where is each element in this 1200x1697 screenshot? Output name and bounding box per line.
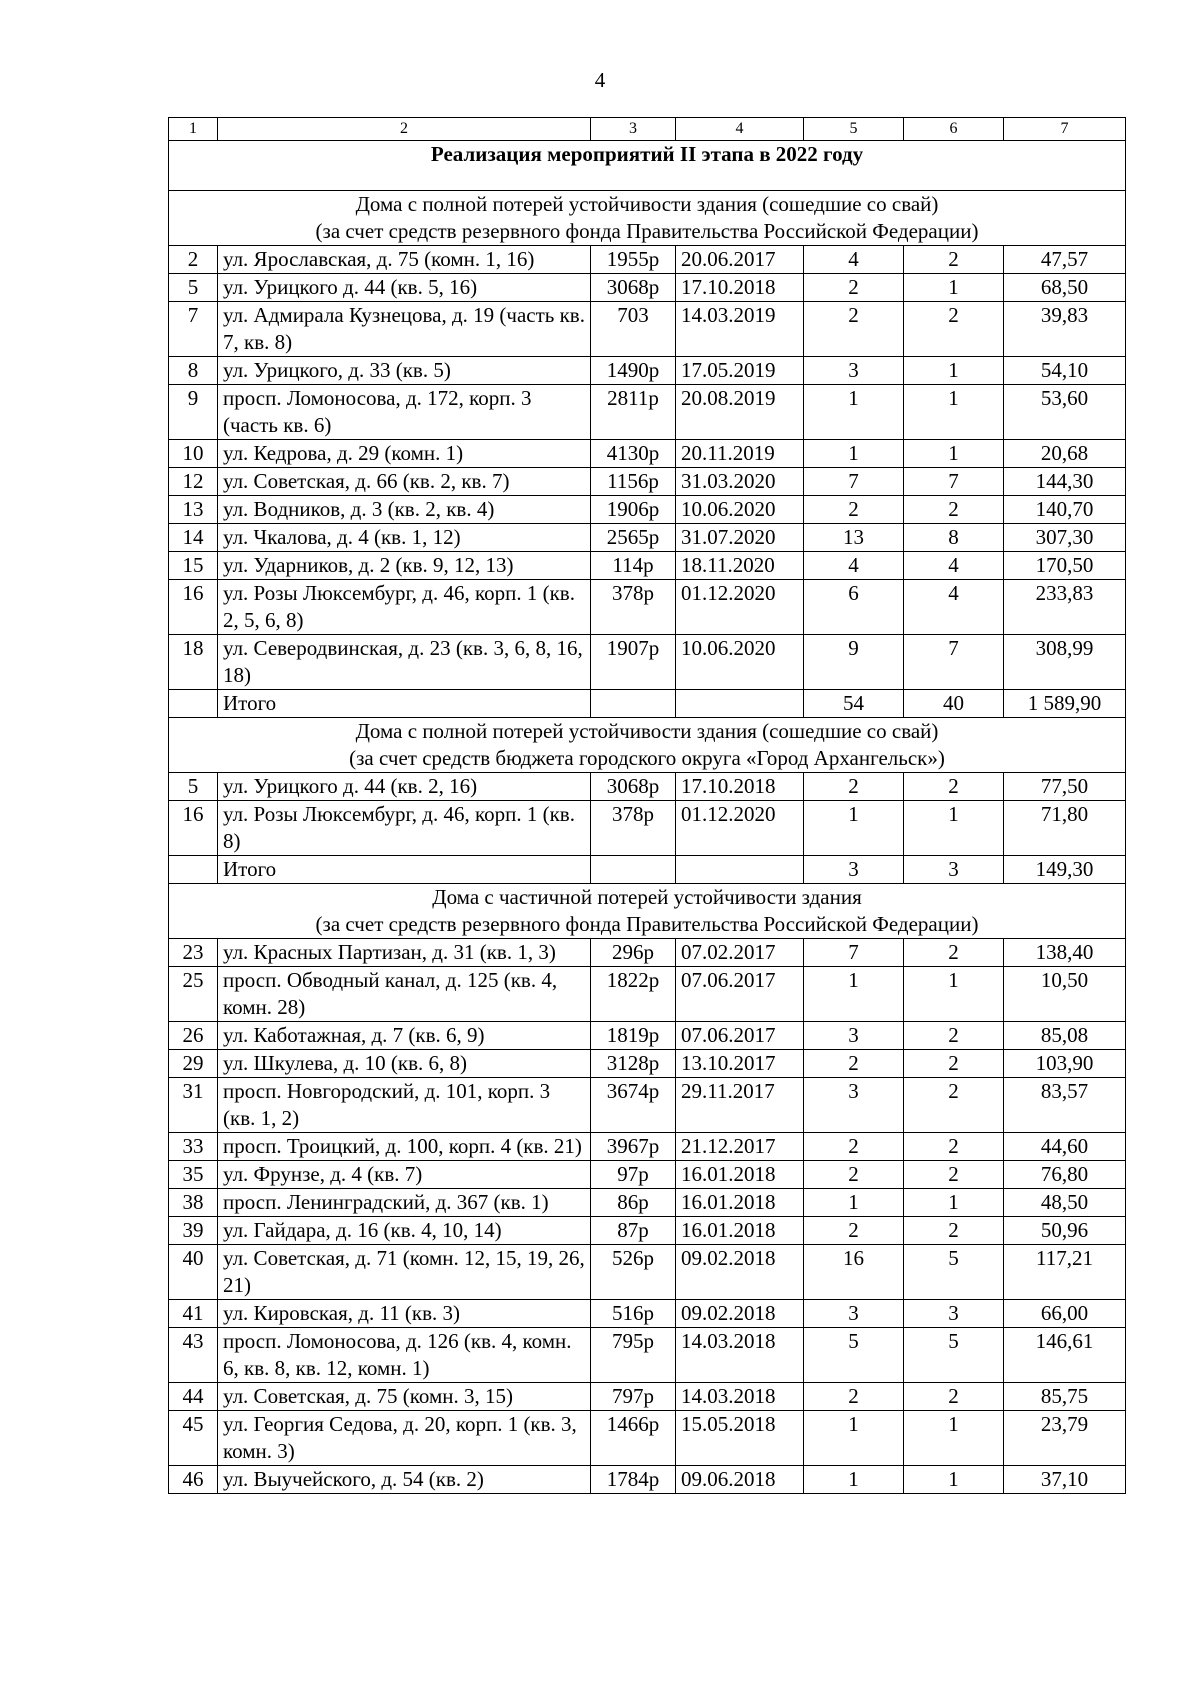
value-col5: 1 [804,440,904,468]
document-date: 09.06.2018 [676,1466,804,1494]
value-col7: 103,90 [1004,1050,1126,1078]
value-col5: 2 [804,1217,904,1245]
value-col7: 308,99 [1004,635,1126,690]
table-row [169,1466,1126,1494]
section-heading-line2: (за счет средств резервного фонда Правительства Российской Федерации) [315,219,979,243]
value-col7: 37,10 [1004,1466,1126,1494]
value-col6: 7 [904,468,1004,496]
value-col7: 50,96 [1004,1217,1126,1245]
total-empty [169,856,218,884]
address: ул. Розы Люксембург, д. 46, корп. 1 (кв. 2, 5, 6, 8) [218,580,591,635]
value-col5: 4 [804,552,904,580]
row-number: 18 [169,635,218,690]
value-col5: 2 [804,1133,904,1161]
document-number: 1156р [591,468,676,496]
document-date: 09.02.2018 [676,1245,804,1300]
value-col5: 1 [804,1189,904,1217]
row-number: 45 [169,1411,218,1466]
value-col6: 2 [904,1133,1004,1161]
document-number: 3068р [591,773,676,801]
document-date: 29.11.2017 [676,1078,804,1133]
value-col6: 1 [904,274,1004,302]
document-number: 1784р [591,1466,676,1494]
value-col7: 77,50 [1004,773,1126,801]
address: ул. Чкалова, д. 4 (кв. 1, 12) [218,524,591,552]
value-col6: 5 [904,1245,1004,1300]
column-number: 3 [591,118,676,141]
table-row [169,1411,1126,1466]
total-col5: 3 [804,856,904,884]
value-col6: 5 [904,1328,1004,1383]
row-number: 8 [169,357,218,385]
value-col7: 44,60 [1004,1133,1126,1161]
address: ул. Урицкого д. 44 (кв. 2, 16) [218,773,591,801]
document-date: 20.08.2019 [676,385,804,440]
value-col5: 3 [804,1022,904,1050]
document-number: 2811р [591,385,676,440]
value-col6: 2 [904,1050,1004,1078]
value-col6: 1 [904,440,1004,468]
section-heading-line2: (за счет средств бюджета городского округа «Город Архангельск») [349,746,945,770]
document-date: 18.11.2020 [676,552,804,580]
total-col7: 149,30 [1004,856,1126,884]
document-date: 09.02.2018 [676,1300,804,1328]
value-col5: 16 [804,1245,904,1300]
total-label: Итого [218,856,591,884]
value-col5: 3 [804,357,904,385]
row-number: 13 [169,496,218,524]
row-number: 41 [169,1300,218,1328]
document-number: 703 [591,302,676,357]
row-number: 12 [169,468,218,496]
document-number: 3068р [591,274,676,302]
section-heading [169,718,1126,773]
row-number: 25 [169,967,218,1022]
row-number: 10 [169,440,218,468]
value-col6: 1 [904,801,1004,856]
total-empty [169,690,218,718]
address: ул. Урицкого, д. 33 (кв. 5) [218,357,591,385]
document-date: 10.06.2020 [676,635,804,690]
document-date: 31.03.2020 [676,468,804,496]
document-date: 13.10.2017 [676,1050,804,1078]
table-row [169,385,1126,440]
document-number: 1906р [591,496,676,524]
value-col6: 1 [904,967,1004,1022]
column-number: 4 [676,118,804,141]
document-date: 16.01.2018 [676,1161,804,1189]
document-date: 14.03.2018 [676,1328,804,1383]
value-col6: 2 [904,939,1004,967]
value-col7: 138,40 [1004,939,1126,967]
table-row [169,1300,1126,1328]
document-number: 114р [591,552,676,580]
address: ул. Розы Люксембург, д. 46, корп. 1 (кв. 8) [218,801,591,856]
row-number: 9 [169,385,218,440]
value-col6: 2 [904,1161,1004,1189]
address: ул. Урицкого д. 44 (кв. 5, 16) [218,274,591,302]
table-row [169,357,1126,385]
row-number: 15 [169,552,218,580]
address: ул. Адмирала Кузнецова, д. 19 (часть кв. 7, кв. 8) [218,302,591,357]
document-date: 20.11.2019 [676,440,804,468]
document-number: 3967р [591,1133,676,1161]
value-col6: 2 [904,246,1004,274]
address: ул. Фрунзе, д. 4 (кв. 7) [218,1161,591,1189]
document-date: 01.12.2020 [676,801,804,856]
column-number: 1 [169,118,218,141]
value-col7: 144,30 [1004,468,1126,496]
value-col5: 2 [804,302,904,357]
total-empty [676,690,804,718]
table-row [169,1078,1126,1133]
value-col5: 3 [804,1078,904,1133]
value-col6: 1 [904,1189,1004,1217]
row-number: 26 [169,1022,218,1050]
address: ул. Шкулева, д. 10 (кв. 6, 8) [218,1050,591,1078]
row-number: 44 [169,1383,218,1411]
row-number: 46 [169,1466,218,1494]
table-row [169,1050,1126,1078]
table-row [169,552,1126,580]
address: ул. Советская, д. 66 (кв. 2, кв. 7) [218,468,591,496]
total-row [169,856,1126,884]
value-col5: 3 [804,1300,904,1328]
page-number: 4 [594,68,606,92]
document-number: 296р [591,939,676,967]
table-row [169,246,1126,274]
table-row [169,1022,1126,1050]
value-col6: 2 [904,302,1004,357]
table-body [169,118,1126,1494]
value-col7: 66,00 [1004,1300,1126,1328]
document-number: 526р [591,1245,676,1300]
total-col7: 1 589,90 [1004,690,1126,718]
row-number: 16 [169,580,218,635]
section-heading-row [169,718,1126,773]
table-row [169,440,1126,468]
document-date: 17.10.2018 [676,773,804,801]
section-heading-line1: Дома с полной потерей устойчивости здания (сошедшие со свай) [355,192,939,216]
table-row [169,939,1126,967]
value-col7: 85,08 [1004,1022,1126,1050]
value-col6: 4 [904,552,1004,580]
value-col6: 4 [904,580,1004,635]
total-col6: 40 [904,690,1004,718]
value-col7: 10,50 [1004,967,1126,1022]
value-col7: 39,83 [1004,302,1126,357]
value-col6: 7 [904,635,1004,690]
address: ул. Георгия Седова, д. 20, корп. 1 (кв. 3, комн. 3) [218,1411,591,1466]
section-heading-row [169,191,1126,246]
total-empty [676,856,804,884]
table-row [169,496,1126,524]
value-col6: 1 [904,1466,1004,1494]
address: просп. Ломоносова, д. 172, корп. 3 (часть кв. 6) [218,385,591,440]
document-date: 16.01.2018 [676,1217,804,1245]
address: ул. Ярославская, д. 75 (комн. 1, 16) [218,246,591,274]
address: ул. Каботажная, д. 7 (кв. 6, 9) [218,1022,591,1050]
value-col7: 85,75 [1004,1383,1126,1411]
document-date: 07.06.2017 [676,1022,804,1050]
document-number: 516р [591,1300,676,1328]
document-date: 31.07.2020 [676,524,804,552]
address: ул. Гайдара, д. 16 (кв. 4, 10, 14) [218,1217,591,1245]
address: ул. Ударников, д. 2 (кв. 9, 12, 13) [218,552,591,580]
address: ул. Кировская, д. 11 (кв. 3) [218,1300,591,1328]
row-number: 5 [169,274,218,302]
value-col7: 47,57 [1004,246,1126,274]
table-row [169,524,1126,552]
total-empty [591,856,676,884]
table-row [169,1133,1126,1161]
value-col5: 5 [804,1328,904,1383]
document-number: 3128р [591,1050,676,1078]
document-number: 378р [591,580,676,635]
document-number: 1955р [591,246,676,274]
column-number-row [169,118,1126,141]
address: ул. Выучейского, д. 54 (кв. 2) [218,1466,591,1494]
document-date: 01.12.2020 [676,580,804,635]
value-col6: 3 [904,1300,1004,1328]
value-col7: 117,21 [1004,1245,1126,1300]
row-number: 5 [169,773,218,801]
table-row [169,801,1126,856]
row-number: 31 [169,1078,218,1133]
value-col5: 4 [804,246,904,274]
document-date: 20.06.2017 [676,246,804,274]
document-date: 15.05.2018 [676,1411,804,1466]
row-number: 16 [169,801,218,856]
document-number: 1490р [591,357,676,385]
value-col6: 2 [904,1022,1004,1050]
document-number: 4130р [591,440,676,468]
row-number: 7 [169,302,218,357]
table-row [169,1328,1126,1383]
value-col7: 71,80 [1004,801,1126,856]
row-number: 2 [169,246,218,274]
column-number: 2 [218,118,591,141]
value-col5: 1 [804,1466,904,1494]
value-col7: 307,30 [1004,524,1126,552]
row-number: 35 [169,1161,218,1189]
document-number: 1822р [591,967,676,1022]
document-number: 1466р [591,1411,676,1466]
value-col5: 1 [804,801,904,856]
value-col5: 7 [804,468,904,496]
value-col7: 76,80 [1004,1161,1126,1189]
table-row [169,635,1126,690]
value-col7: 53,60 [1004,385,1126,440]
value-col5: 2 [804,274,904,302]
section-heading-line1: Дома с полной потерей устойчивости здания (сошедшие со свай) [355,719,939,743]
row-number: 33 [169,1133,218,1161]
section-heading-row [169,884,1126,939]
table-row [169,1217,1126,1245]
table-row [169,773,1126,801]
value-col7: 140,70 [1004,496,1126,524]
table-row [169,468,1126,496]
value-col5: 2 [804,1050,904,1078]
row-number: 43 [169,1328,218,1383]
address: просп. Троицкий, д. 100, корп. 4 (кв. 21) [218,1133,591,1161]
document-table [168,117,1126,1494]
address: ул. Красных Партизан, д. 31 (кв. 1, 3) [218,939,591,967]
total-col6: 3 [904,856,1004,884]
value-col5: 2 [804,773,904,801]
value-col7: 48,50 [1004,1189,1126,1217]
document-number: 1819р [591,1022,676,1050]
value-col5: 13 [804,524,904,552]
table-row [169,1161,1126,1189]
document-number: 1907р [591,635,676,690]
value-col5: 2 [804,1161,904,1189]
section-heading [169,884,1126,939]
value-col6: 1 [904,385,1004,440]
address: просп. Ленинградский, д. 367 (кв. 1) [218,1189,591,1217]
address: ул. Кедрова, д. 29 (комн. 1) [218,440,591,468]
document-number: 87р [591,1217,676,1245]
address: ул. Советская, д. 75 (комн. 3, 15) [218,1383,591,1411]
row-number: 29 [169,1050,218,1078]
address: ул. Водников, д. 3 (кв. 2, кв. 4) [218,496,591,524]
value-col5: 9 [804,635,904,690]
document-date: 17.10.2018 [676,274,804,302]
column-number: 7 [1004,118,1126,141]
document-number: 797р [591,1383,676,1411]
document-date: 16.01.2018 [676,1189,804,1217]
document-number: 3674р [591,1078,676,1133]
row-number: 39 [169,1217,218,1245]
table-row [169,1383,1126,1411]
section-heading [169,191,1126,246]
address: просп. Новгородский, д. 101, корп. 3 (кв. 1, 2) [218,1078,591,1133]
value-col7: 23,79 [1004,1411,1126,1466]
value-col5: 1 [804,1411,904,1466]
title-row [169,141,1126,191]
document-date: 17.05.2019 [676,357,804,385]
value-col6: 2 [904,1217,1004,1245]
document-number: 2565р [591,524,676,552]
address: просп. Ломоносова, д. 126 (кв. 4, комн. 6, кв. 8, кв. 12, комн. 1) [218,1328,591,1383]
value-col7: 20,68 [1004,440,1126,468]
document-date: 14.03.2018 [676,1383,804,1411]
total-label: Итого [218,690,591,718]
row-number: 38 [169,1189,218,1217]
value-col6: 2 [904,1383,1004,1411]
value-col5: 7 [804,939,904,967]
value-col6: 2 [904,1078,1004,1133]
table-row [169,274,1126,302]
value-col5: 1 [804,967,904,1022]
table-row [169,302,1126,357]
value-col6: 1 [904,357,1004,385]
value-col6: 1 [904,1411,1004,1466]
value-col5: 1 [804,385,904,440]
value-col7: 68,50 [1004,274,1126,302]
value-col7: 146,61 [1004,1328,1126,1383]
value-col5: 2 [804,496,904,524]
table-title: Реализация мероприятий II этапа в 2022 году [169,141,1126,191]
table-row [169,1245,1126,1300]
value-col5: 2 [804,1383,904,1411]
section-heading-line2: (за счет средств резервного фонда Правительства Российской Федерации) [315,912,979,936]
address: ул. Северодвинская, д. 23 (кв. 3, 6, 8, 16, 18) [218,635,591,690]
address: ул. Советская, д. 71 (комн. 12, 15, 19, 26, 21) [218,1245,591,1300]
table-row [169,580,1126,635]
column-number: 6 [904,118,1004,141]
row-number: 40 [169,1245,218,1300]
column-number: 5 [804,118,904,141]
total-empty [591,690,676,718]
value-col6: 2 [904,773,1004,801]
document-date: 14.03.2019 [676,302,804,357]
value-col7: 170,50 [1004,552,1126,580]
document-date: 07.02.2017 [676,939,804,967]
document-number: 378р [591,801,676,856]
document-number: 97р [591,1161,676,1189]
row-number: 23 [169,939,218,967]
value-col7: 54,10 [1004,357,1126,385]
value-col7: 83,57 [1004,1078,1126,1133]
document-number: 86р [591,1189,676,1217]
value-col7: 233,83 [1004,580,1126,635]
section-heading-line1: Дома с частичной потерей устойчивости здания [432,885,862,909]
row-number: 14 [169,524,218,552]
value-col6: 2 [904,496,1004,524]
table-row [169,1189,1126,1217]
document-number: 795р [591,1328,676,1383]
value-col6: 8 [904,524,1004,552]
document-date: 21.12.2017 [676,1133,804,1161]
table-row [169,967,1126,1022]
total-row [169,690,1126,718]
value-col5: 6 [804,580,904,635]
document-date: 07.06.2017 [676,967,804,1022]
address: просп. Обводный канал, д. 125 (кв. 4, комн. 28) [218,967,591,1022]
total-col5: 54 [804,690,904,718]
document-date: 10.06.2020 [676,496,804,524]
